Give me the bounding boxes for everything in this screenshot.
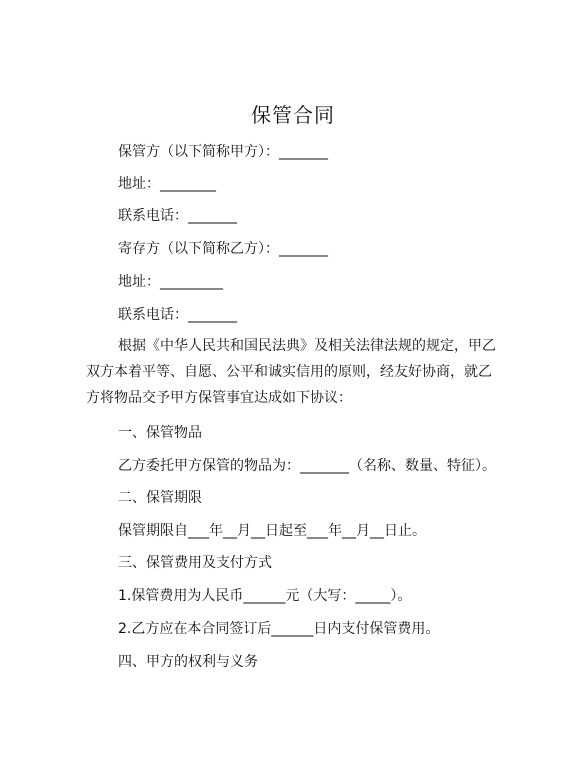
party-a-address: 地址：________ (118, 176, 216, 192)
party-a-line: 保管方（以下简称甲方）：_______ (118, 144, 328, 160)
intro-paragraph (86, 333, 502, 411)
section-heading-rights: 四、甲方的权利与义务 (118, 654, 258, 670)
fee-clause-2: 2.乙方应在本合同签订后______日内支付保管费用。 (118, 621, 440, 637)
party-b-line: 寄存方（以下简称乙方）：_______ (118, 241, 328, 257)
fee-clause-1: 1.保管费用为人民币______元（大写：_____）。 (118, 588, 412, 604)
intro-paragraph-text: 根据《中华人民共和国民法典》及相关法律法规的规定，甲乙双方本着平等、自愿、公平和诚实信用的原则，经友好协商，就乙方将物品交予甲方保管事宜达成如下协议： (86, 338, 496, 406)
party-b-phone: 联系电话：_______ (118, 307, 237, 323)
document-title: 保管合同 (251, 103, 335, 127)
period-clause: 保管期限自___年__月__日起至___年__月__日止。 (118, 523, 426, 539)
items-clause: 乙方委托甲方保管的物品为：_______（名称、数量、特征）。 (118, 458, 496, 474)
party-b-address: 地址：_________ (118, 274, 223, 290)
section-heading-period: 二、保管期限 (118, 490, 202, 506)
section-heading-fees: 三、保管费用及支付方式 (118, 555, 272, 571)
party-a-phone: 联系电话：_______ (118, 208, 237, 224)
section-heading-items: 一、保管物品 (118, 425, 202, 441)
